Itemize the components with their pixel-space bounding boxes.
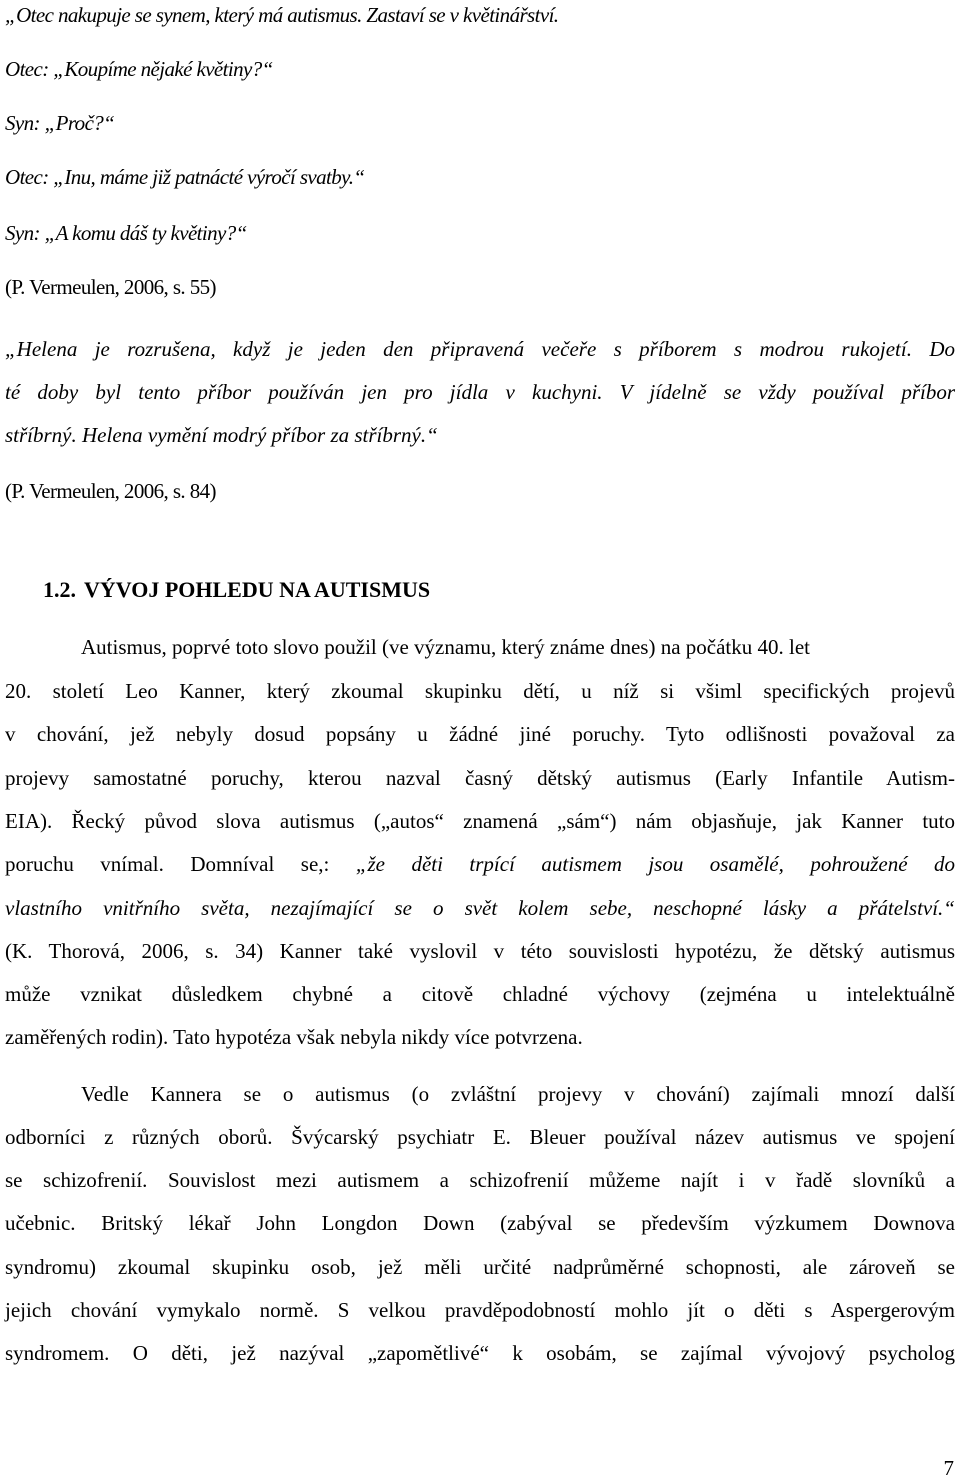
section-heading [5, 576, 430, 604]
kanner-quote-end: vlastního vnitřního světa, nezajímající se o svět kolem sebe, neschopné lásky a přátelství.“ [5, 896, 955, 920]
dialog-line-3: Syn: „Proč?“ [5, 111, 115, 135]
paragraph-1-line-10: zaměřených rodin). Tato hypotéza však nebyla nikdy více potvrzena. [5, 1025, 583, 1049]
citation-1: (P. Vermeulen, 2006, s. 55) [5, 275, 216, 299]
paragraph-2-line-2: odborníci z různých oborů. Švýcarský psychiatr E. Bleuer používal název autismus ve spojení [5, 1125, 955, 1149]
section-title: VÝVOJ POHLEDU NA AUTISMUS [84, 577, 431, 602]
paragraph-2-line-7: syndromem. O děti, jež nazýval „zapomětlivé“ k osobám, se zajímal vývojový psycholog [5, 1341, 955, 1365]
dialog-line-4: Otec: „Inu, máme již patnácté výročí svatby.“ [5, 165, 365, 189]
quote-2-line-2: té doby byl tento příbor používán jen pro jídla v kuchyni. V jídelně se vždy používal příbor [5, 380, 955, 404]
paragraph-1-line-9: může vznikat důsledkem chybné a citově chladné výchovy (zejména u intelektuálně [5, 982, 955, 1006]
dialog-line-1: „Otec nakupuje se synem, který má autismus. Zastaví se v květinářství. [5, 3, 559, 27]
paragraph-1-line-2: 20. století Leo Kanner, který zkoumal skupinku dětí, u níž si všiml specifických projevů [5, 679, 955, 703]
paragraph-2-line-1: Vedle Kannera se o autismus (o zvláštní projevy v chování) zajímali mnozí další [81, 1082, 955, 1106]
quote-2-line-3: stříbrný. Helena vymění modrý příbor za stříbrný.“ [5, 423, 438, 447]
paragraph-2-line-3: se schizofrenií. Souvislost mezi autismem a schizofrenií můžeme najít i v řadě slovníků a [5, 1168, 955, 1192]
paragraph-1-line-3: v chování, jež nebyly dosud popsány u žádné jiné poruchy. Tyto odlišnosti považoval za [5, 722, 955, 746]
paragraph-1-line-6-start: poruchu vnímal. Domníval se,: [5, 852, 356, 876]
paragraph-2-line-5: syndromu) zkoumal skupinku osob, jež měli určité nadprůměrné schopnosti, ale zároveň se [5, 1255, 955, 1279]
section-number: 1.2. [43, 577, 76, 602]
citation-2: (P. Vermeulen, 2006, s. 84) [5, 479, 216, 503]
quote-2-line-1: „Helena je rozrušena, když je jeden den připravená večeře s příborem s modrou rukojetí. Do [5, 337, 955, 361]
paragraph-2-line-6: jejich chování vymykalo normě. S velkou pravděpodobností mohlo jít o děti s Aspergerovým [5, 1298, 955, 1322]
paragraph-1-line-8: (K. Thorová, 2006, s. 34) Kanner také vyslovil v této souvislosti hypotézu, že dětský autismus [5, 939, 955, 963]
paragraph-1-line-6 [5, 851, 955, 877]
paragraph-2-line-4: učebnic. Britský lékař John Longdon Down (zabýval se především výzkumem Downova [5, 1211, 955, 1235]
paragraph-1-line-4: projevy samostatné poruchy, kterou nazval časný dětský autismus (Early Infantile Autism- [5, 766, 955, 790]
dialog-line-5: Syn: „A komu dáš ty květiny?“ [5, 221, 247, 245]
paragraph-1-line-5: EIA). Řecký původ slova autismus („autos“ znamená „sám“) nám objasňuje, jak Kanner tuto [5, 809, 955, 833]
page-number: 7 [943, 1456, 954, 1480]
dialog-line-2: Otec: „Koupíme nějaké květiny?“ [5, 57, 273, 81]
kanner-quote-start: „že děti trpící autismem jsou osamělé, pohroužené do [355, 852, 955, 876]
paragraph-1-line-1: Autismus, poprvé toto slovo použil (ve významu, který známe dnes) na počátku 40. let [81, 635, 811, 659]
